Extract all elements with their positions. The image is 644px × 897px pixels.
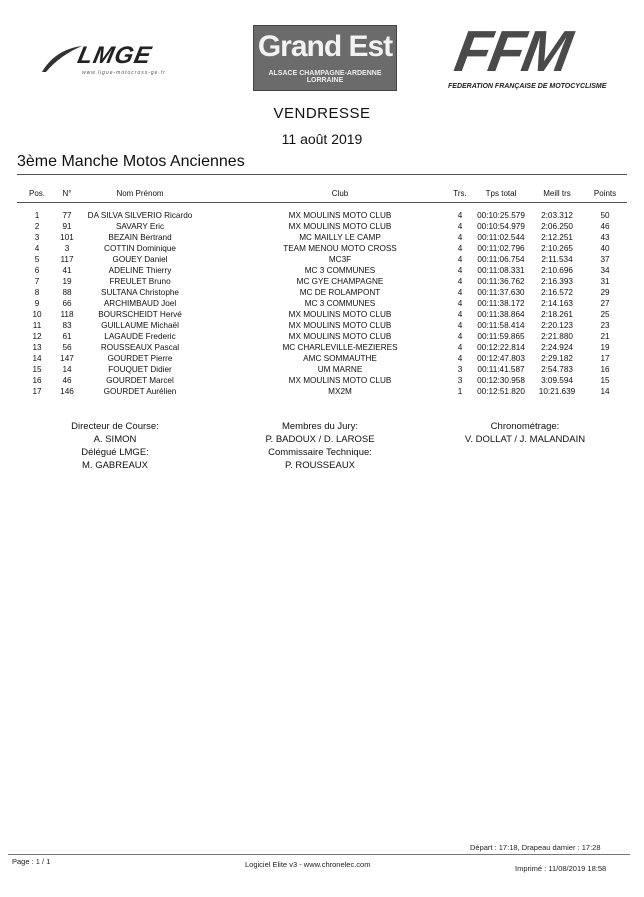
- footer-divider: [8, 854, 630, 855]
- cell-name: GUILLAUME Michaël: [101, 321, 179, 330]
- cell-name: ADELINE Thierry: [108, 266, 172, 275]
- cell-pts: 29: [600, 288, 610, 297]
- cell-trs: 4: [457, 310, 463, 319]
- cell-name: BOURSCHEIDT Hervé: [98, 310, 182, 319]
- event-date: 11 août 2019: [281, 131, 363, 147]
- cell-num: 77: [62, 211, 72, 220]
- cell-pts: 43: [600, 233, 610, 242]
- cell-tps: 00:11:02.544: [477, 233, 525, 242]
- cell-pts: 15: [600, 376, 610, 385]
- cell-club: MX MOULINS MOTO CLUB: [288, 376, 392, 385]
- header-divider: [17, 174, 627, 175]
- cell-pts: 27: [600, 299, 610, 308]
- cell-num: 147: [60, 354, 74, 363]
- cell-trs: 3: [457, 365, 463, 374]
- cell-tps: 00:11:38.864: [477, 310, 525, 319]
- grand-est-title: Grand Est: [257, 30, 393, 63]
- ffm-subtitle: FEDERATION FRANÇAISE DE MOTOCYCLISME: [448, 83, 607, 90]
- table-row: [0, 265, 644, 276]
- cell-club: TEAM MENOU MOTO CROSS: [283, 244, 397, 253]
- cell-name: BEZAIN Bertrand: [108, 233, 172, 242]
- officials-right: [445, 420, 605, 446]
- cell-pos: 12: [32, 332, 42, 341]
- cell-tps: 00:10:25.579: [477, 211, 525, 220]
- cell-name: COTTIN Dominique: [104, 244, 176, 253]
- cell-pts: 25: [600, 310, 610, 319]
- cell-num: 117: [60, 255, 74, 264]
- cell-trs: 4: [457, 321, 463, 330]
- cell-meil: 2:10.696: [541, 266, 573, 275]
- table-row: [0, 221, 644, 232]
- cell-trs: 4: [457, 277, 463, 286]
- chrono-label: Chronométrage:: [490, 421, 560, 432]
- cell-meil: 2:16.393: [541, 277, 573, 286]
- cell-club: MC DE ROLAMPONT: [299, 288, 381, 297]
- cell-trs: 4: [457, 255, 463, 264]
- cell-num: 91: [62, 222, 72, 231]
- cell-pts: 50: [600, 211, 610, 220]
- cell-tps: 00:11:41.587: [477, 365, 525, 374]
- cell-tps: 00:11:36.762: [477, 277, 525, 286]
- cell-trs: 4: [457, 299, 463, 308]
- table-header-divider: [17, 202, 627, 203]
- cell-club: MX MOULINS MOTO CLUB: [288, 222, 392, 231]
- cell-num: 88: [62, 288, 72, 297]
- cell-tps: 00:10:54.979: [477, 222, 525, 231]
- cell-pts: 46: [600, 222, 610, 231]
- cell-num: 118: [60, 310, 74, 319]
- cell-name: GOURDET Pierre: [107, 354, 173, 363]
- cell-club: MX MOULINS MOTO CLUB: [288, 321, 392, 330]
- cell-tps: 00:11:08.331: [477, 266, 525, 275]
- table-row: [0, 210, 644, 221]
- cell-pts: 16: [600, 365, 610, 374]
- cell-pts: 19: [600, 343, 610, 352]
- cell-tps: 00:12:22.814: [477, 343, 525, 352]
- cell-name: ARCHIMBAUD Joel: [103, 299, 177, 308]
- cell-trs: 4: [457, 211, 463, 220]
- col-header-num: N°: [62, 189, 72, 198]
- cell-name: ROUSSEAUX Pascal: [100, 343, 180, 352]
- cell-tps: 00:12:30.958: [477, 376, 525, 385]
- cell-name: SULTANA Christophe: [101, 288, 179, 297]
- cell-tps: 00:12:47.803: [477, 354, 525, 363]
- col-header-meil: Meill trs: [543, 189, 571, 198]
- table-row: [0, 232, 644, 243]
- grand-est-logo: [253, 25, 397, 91]
- cell-name: SAVARY Eric: [115, 222, 165, 231]
- cell-num: 19: [62, 277, 72, 286]
- jury-label: Membres du Jury:: [281, 421, 359, 432]
- cell-meil: 2:18.261: [541, 310, 573, 319]
- cell-trs: 4: [457, 332, 463, 341]
- cell-num: 83: [62, 321, 72, 330]
- cell-pts: 14: [600, 387, 610, 396]
- cell-pts: 17: [600, 354, 610, 363]
- page-number: Page : 1 / 1: [12, 857, 51, 866]
- cell-pos: 3: [34, 233, 40, 242]
- cell-pos: 8: [34, 288, 40, 297]
- cell-pos: 15: [32, 365, 42, 374]
- cell-name: GOURDET Aurélien: [103, 387, 177, 396]
- tech-name: P. ROUSSEAUX: [284, 460, 356, 471]
- cell-pos: 10: [32, 310, 42, 319]
- table-row: [0, 298, 644, 309]
- cell-num: 56: [62, 343, 72, 352]
- cell-tps: 00:11:37.630: [477, 288, 525, 297]
- ffm-logo: [448, 18, 608, 84]
- table-row: [0, 243, 644, 254]
- cell-tps: 00:11:06.754: [477, 255, 525, 264]
- cell-pos: 6: [34, 266, 40, 275]
- officials-left: [50, 420, 180, 472]
- director-label: Directeur de Course:: [71, 421, 159, 432]
- table-row: [0, 353, 644, 364]
- cell-meil: 2:12.251: [541, 233, 573, 242]
- cell-meil: 2:54.783: [541, 365, 573, 374]
- cell-meil: 2:06.250: [541, 222, 573, 231]
- cell-tps: 00:12:51.820: [477, 387, 525, 396]
- cell-num: 101: [60, 233, 74, 242]
- table-row: [0, 342, 644, 353]
- cell-name: DA SILVA SILVERIO Ricardo: [87, 211, 193, 220]
- lmge-logo-url: www.ligue-motocross-ge.fr: [82, 70, 166, 76]
- cell-pts: 23: [600, 321, 610, 330]
- cell-club: MX MOULINS MOTO CLUB: [288, 310, 392, 319]
- cell-meil: 2:11.534: [541, 255, 573, 264]
- cell-club: MX2M: [328, 387, 352, 396]
- delegate-label: Délégué LMGE:: [81, 447, 149, 458]
- col-header-tps: Tps total: [485, 189, 517, 198]
- grand-est-subtitle: ALSACE CHAMPAGNE-ARDENNE LORRAINE: [268, 70, 382, 84]
- cell-num: 66: [62, 299, 72, 308]
- cell-club: MC CHARLEVILLE-MEZIERES: [282, 343, 398, 352]
- table-row: [0, 375, 644, 386]
- cell-num: 46: [62, 376, 72, 385]
- lmge-logo-text: LMGE: [75, 42, 155, 69]
- print-date: Imprimé : 11/08/2019 18:58: [515, 864, 607, 873]
- cell-pts: 31: [600, 277, 610, 286]
- col-header-pts: Points: [593, 189, 617, 198]
- jury-names: P. BADOUX / D. LAROSE: [265, 434, 375, 445]
- cell-pos: 5: [34, 255, 40, 264]
- col-header-club: Club: [331, 189, 349, 198]
- table-row: [0, 364, 644, 375]
- cell-num: 14: [62, 365, 72, 374]
- table-row: [0, 254, 644, 265]
- cell-club: MC 3 COMMUNES: [304, 299, 376, 308]
- cell-meil: 2:03.312: [541, 211, 573, 220]
- cell-pos: 11: [32, 321, 42, 330]
- cell-pos: 2: [34, 222, 40, 231]
- cell-meil: 2:10.265: [541, 244, 573, 253]
- cell-trs: 4: [457, 222, 463, 231]
- col-header-name: Nom Prénom: [116, 189, 164, 198]
- cell-meil: 2:14.163: [541, 299, 573, 308]
- cell-club: MX MOULINS MOTO CLUB: [288, 211, 392, 220]
- cell-tps: 00:11:58.414: [477, 321, 525, 330]
- table-row: [0, 309, 644, 320]
- cell-pts: 21: [600, 332, 610, 341]
- table-row: [0, 320, 644, 331]
- officials-middle: [240, 420, 400, 472]
- cell-club: MX MOULINS MOTO CLUB: [288, 332, 392, 341]
- director-name: A. SIMON: [93, 434, 137, 445]
- cell-meil: 2:29.182: [541, 354, 573, 363]
- cell-trs: 4: [457, 354, 463, 363]
- cell-pts: 40: [600, 244, 610, 253]
- cell-meil: 2:24.924: [541, 343, 573, 352]
- cell-club: AMC SOMMAUTHE: [303, 354, 377, 363]
- lmge-logo: [40, 40, 210, 80]
- cell-name: LAGAUDE Frederic: [104, 332, 176, 341]
- cell-club: MC 3 COMMUNES: [304, 266, 376, 275]
- table-row: [0, 386, 644, 397]
- cell-trs: 4: [457, 288, 463, 297]
- cell-pos: 13: [32, 343, 42, 352]
- cell-meil: 2:21.880: [541, 332, 573, 341]
- cell-trs: 4: [457, 233, 463, 242]
- ffm-logo-letters: FFM: [450, 19, 575, 84]
- page-title: VENDRESSE: [273, 105, 371, 122]
- cell-pts: 37: [600, 255, 610, 264]
- chrono-names: V. DOLLAT / J. MALANDAIN: [464, 434, 586, 445]
- cell-pts: 34: [600, 266, 610, 275]
- cell-tps: 00:11:02.796: [477, 244, 525, 253]
- cell-num: 146: [60, 387, 74, 396]
- cell-trs: 1: [457, 387, 463, 396]
- cell-pos: 1: [34, 211, 40, 220]
- cell-trs: 3: [457, 376, 463, 385]
- col-header-trs: Trs.: [453, 189, 467, 198]
- cell-meil: 10:21.639: [538, 387, 576, 396]
- cell-num: 3: [64, 244, 70, 253]
- cell-trs: 4: [457, 244, 463, 253]
- cell-name: GOUEY Daniel: [112, 255, 168, 264]
- cell-num: 41: [62, 266, 72, 275]
- cell-trs: 4: [457, 343, 463, 352]
- cell-club: UM MARNE: [317, 365, 363, 374]
- cell-pos: 17: [32, 387, 42, 396]
- cell-club: MC GYE CHAMPAGNE: [296, 277, 384, 286]
- cell-meil: 3:09.594: [541, 376, 573, 385]
- cell-club: MC3F: [328, 255, 352, 264]
- cell-pos: 14: [32, 354, 42, 363]
- cell-name: FOUQUET Didier: [108, 365, 172, 374]
- table-row: [0, 276, 644, 287]
- cell-pos: 7: [34, 277, 40, 286]
- cell-pos: 9: [34, 299, 40, 308]
- cell-num: 61: [62, 332, 72, 341]
- software-credit: Logiciel Elite v3 - www.chronelec.com: [245, 860, 371, 869]
- cell-meil: 2:20.123: [541, 321, 573, 330]
- cell-club: MC MAILLY LE CAMP: [299, 233, 381, 242]
- cell-pos: 4: [34, 244, 40, 253]
- cell-tps: 00:11:59.865: [477, 332, 525, 341]
- col-header-pos: Pos.: [28, 189, 45, 198]
- tech-label: Commissaire Technique:: [268, 447, 372, 458]
- cell-meil: 2:16.572: [541, 288, 573, 297]
- event-name: 3ème Manche Motos Anciennes: [17, 153, 245, 170]
- cell-tps: 00:11:38.172: [477, 299, 525, 308]
- delegate-name: M. GABREAUX: [82, 460, 148, 471]
- cell-name: FREULET Bruno: [109, 277, 171, 286]
- cell-name: GOURDET Marcel: [106, 376, 174, 385]
- start-info: Départ : 17:18, Drapeau damier : 17:28: [470, 843, 601, 852]
- cell-trs: 4: [457, 266, 463, 275]
- cell-pos: 16: [32, 376, 42, 385]
- table-row: [0, 287, 644, 298]
- table-row: [0, 331, 644, 342]
